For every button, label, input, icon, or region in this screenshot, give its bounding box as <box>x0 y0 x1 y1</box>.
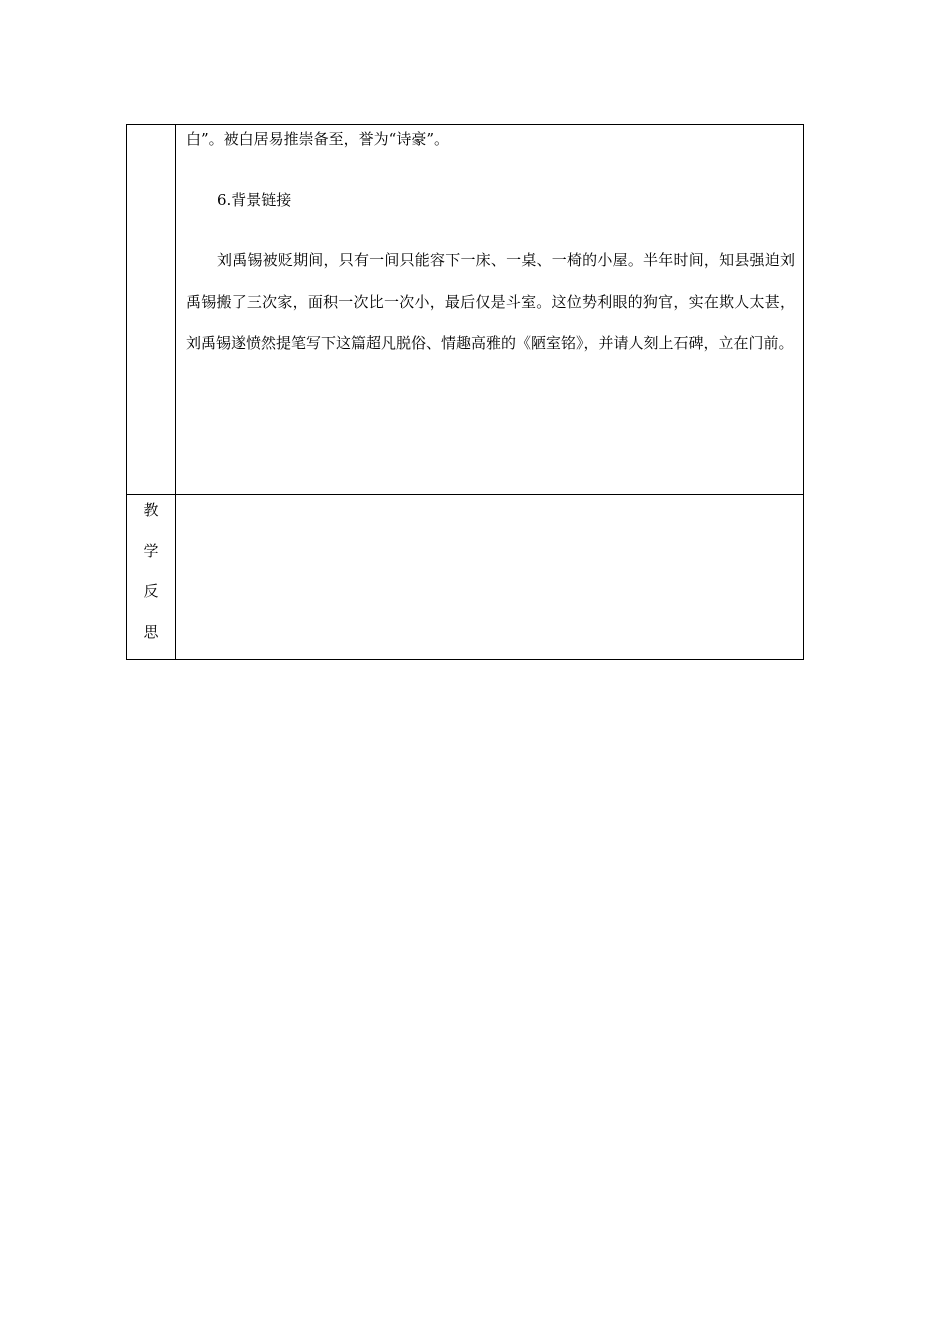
reflection-label-char: 反 <box>143 582 159 600</box>
reflection-label-cell <box>127 495 176 660</box>
content-body-cell <box>176 125 804 495</box>
continued-text: 白”。被白居易推崇备至，誉为“诗豪”。 <box>186 130 450 148</box>
reflection-label-char: 教 <box>143 501 159 519</box>
background-paragraph: 刘禹锡被贬期间，只有一间只能容下一床、一桌、一椅的小屋。半年时间，知县强迫刘禹锡搬了三次家，面积一次比一次小，最后仅是斗室。这位势利眼的狗官，实在欺人太甚，刘禹锡遂愤然提笔写下这篇超凡脱俗、情趣高雅的《陋室铭》，并请人刻上石碑，立在门前。 <box>186 251 795 352</box>
reflection-label-char: 思 <box>143 622 159 641</box>
section-heading: 6.背景链接 <box>217 190 292 209</box>
reflection-label <box>127 495 175 659</box>
reflection-row <box>127 495 804 660</box>
reflection-body-cell <box>176 495 804 660</box>
content-row <box>127 125 804 495</box>
lesson-plan-table <box>126 124 804 660</box>
content-label-cell <box>127 125 176 495</box>
reflection-label-char: 学 <box>143 541 159 560</box>
